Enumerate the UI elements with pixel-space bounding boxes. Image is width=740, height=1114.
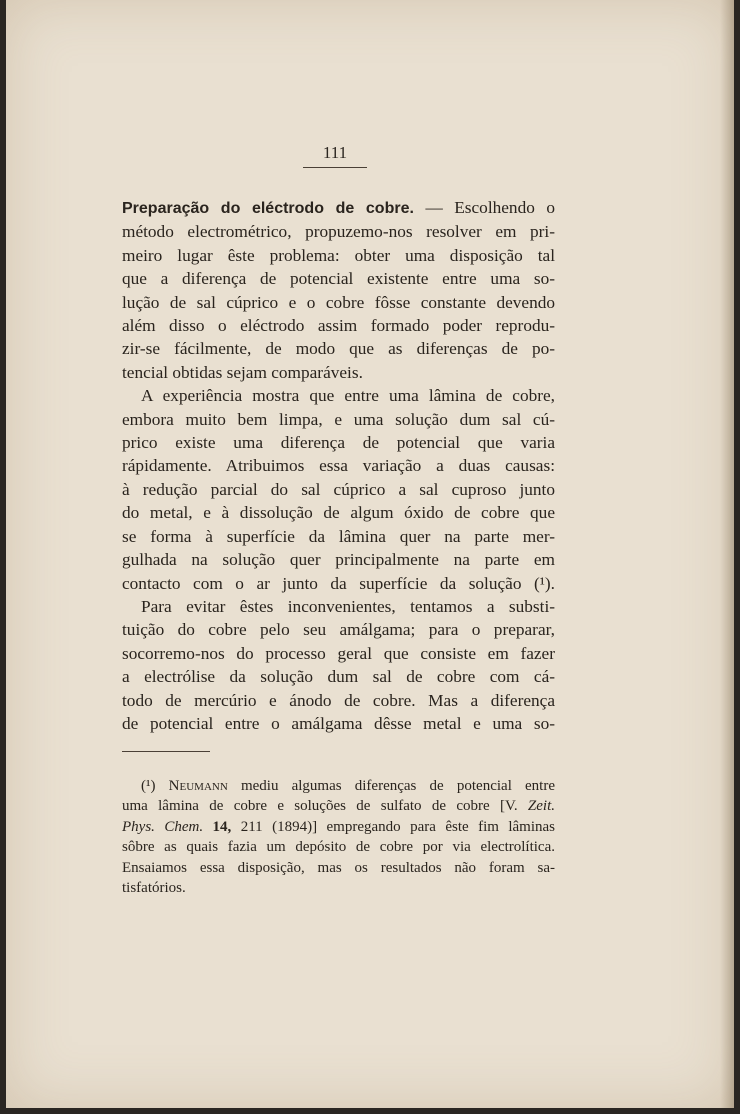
footnote-line (122, 817, 555, 837)
heading-continuation: — Escolhendo o (413, 198, 555, 217)
text-line: que a diferença de potencial existente entre uma so- (122, 269, 555, 289)
text-line: à redução parcial do sal cúprico a sal cuproso junto (122, 479, 555, 499)
text-line: se forma à superfície da lâmina quer na parte mer- (122, 526, 555, 546)
text-line: do metal, e à dissolução de algum óxido de cobre que (122, 503, 555, 523)
text-line: socorremo-nos do processo geral que consiste em fazer (122, 643, 555, 663)
footnote-marker: (¹) (141, 778, 156, 794)
text-line: embora muito bem limpa, e uma solução dum sal cú- (122, 409, 555, 429)
journal-volume: 14, (212, 818, 232, 835)
footnote-line: Ensaiamos essa disposição, mas os resultados não foram sa- (122, 859, 555, 876)
text-line: contacto com o ar junto da superfície da solução (¹). (122, 573, 555, 593)
footnote-text: 211 (1894)] empregando para êste fim lâminas (231, 818, 556, 835)
text-line: a electrólise da solução dum sal de cobre com cá- (122, 667, 555, 687)
footnote-separator (122, 751, 210, 752)
text-line: prico existe uma diferença de potencial que varia (122, 433, 555, 453)
footnote-line: sôbre as quais fazia um depósito de cobre por via electrolítica. (122, 839, 555, 856)
text-line: gulhada na solução quer principalmente na parte em (122, 550, 555, 570)
page-number: 111 (303, 143, 367, 168)
text-line: rápidamente. Atribuimos essa variação a duas causas: (122, 456, 555, 476)
footnote-line: tisfatórios. (122, 880, 186, 897)
footnote-text: mediu algumas diferenças de potencial entre (227, 778, 556, 794)
footnote-line (122, 776, 555, 796)
main-text (122, 196, 555, 735)
journal-name: Phys. Chem. (122, 818, 204, 835)
footnote-author: Neumann (168, 778, 228, 794)
text-line: além disso o eléctrodo assim formado poder reprodu- (122, 316, 555, 336)
footnote-line (122, 796, 555, 816)
text-line: tuição do cobre pelo seu amálgama; para o preparar, (122, 620, 555, 640)
text-line: zir-se fácilmente, de modo que as diferenças de po- (122, 339, 555, 359)
text-line: Para evitar êstes inconvenientes, tentamos a substi- (141, 596, 555, 616)
text-line: tencial obtidas sejam comparáveis. (122, 362, 363, 382)
journal-name: Zeit. (527, 798, 555, 815)
section-heading: Preparação do eléctrodo de cobre. (122, 200, 414, 217)
text-line: lução de sal cúprico e o cobre fôsse constante devendo (122, 292, 555, 312)
text-line: de potencial entre o amálgama dêsse metal e uma so- (122, 713, 555, 733)
text-line: método electrométrico, propuzemo-nos resolver em pri- (122, 222, 555, 242)
text-line: meiro lugar êste problema: obter uma disposição tal (122, 245, 555, 265)
text-line: todo de mercúrio e ánodo de cobre. Mas a diferença (122, 690, 555, 710)
footnote-text: uma lâmina de cobre e soluções de sulfato de cobre [V. (122, 798, 528, 815)
text-line: A experiência mostra que entre uma lâmina de cobre, (141, 386, 555, 406)
page-edge-shadow (720, 0, 734, 1108)
footnote (122, 776, 555, 898)
heading-line (122, 196, 555, 220)
